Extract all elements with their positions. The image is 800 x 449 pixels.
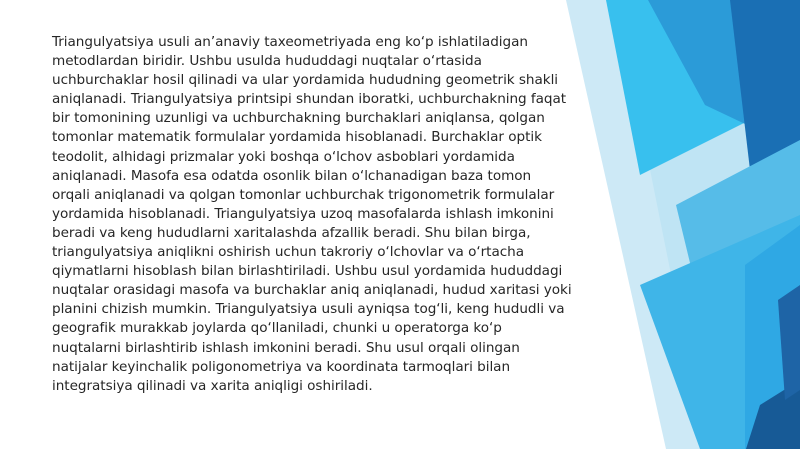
text-line: nuqtalarni birlashtirib ishlash imkonini beradi. Shu usul orqali olingan <box>52 339 520 356</box>
text-line: nuqtalar orasidagi masofa va burchaklar aniq aniqlanadi, hudud xaritasi yoki <box>52 282 572 299</box>
text-line: teodolit, alhidagi prizmalar yoki boshqa o‘lchov asboblari yordamida <box>52 148 515 165</box>
text-line: uchburchaklar hosil qilinadi va ular yordamida hududning geometrik shakli <box>52 72 559 89</box>
text-line: orqali aniqlanadi va qolgan tomonlar uchburchak trigonometrik formulalar <box>52 186 555 203</box>
text-line: tomonlar matematik formulalar yordamida hisoblanadi. Burchaklar optik <box>52 129 542 146</box>
text-line: natijalar keyinchalik poligonometriya va koordinata tarmoqlari bilan <box>52 358 511 375</box>
text-line: triangulyatsiya aniqlikni oshirish uchun takroriy o‘lchovlar va o‘rtacha <box>52 244 525 261</box>
text-line: planini chizish mumkin. Triangulyatsiya usuli ayniqsa tog‘li, keng hududli va <box>52 301 565 318</box>
text-line: aniqlanadi. Triangulyatsiya printsipi shundan iboratki, uchburchakning faqat <box>52 91 567 108</box>
text-line: integratsiya qilinadi va xarita aniqligi oshiriladi. <box>52 377 373 394</box>
text-line: beradi va keng hududlarni xaritalashda afzallik beradi. Shu bilan birga, <box>52 224 531 241</box>
text-line: metodlardan biridir. Ushbu usulda hududdagi nuqtalar o‘rtasida <box>52 53 482 70</box>
body-paragraph <box>52 33 652 396</box>
text-line: Triangulyatsiya usuli an’anaviy taxeometriyada eng ko‘p ishlatiladigan <box>52 34 528 50</box>
text-line: aniqlanadi. Masofa esa odatda osonlik bilan o‘lchanadigan baza tomon <box>52 167 532 184</box>
text-line: bir tomonining uzunligi va uchburchakning burchaklari aniqlansa, qolgan <box>52 110 545 127</box>
text-line: qiymatlarni hisoblash bilan birlashtiriladi. Ushbu usul yordamida hududdagi <box>52 263 563 280</box>
text-line: yordamida hisoblanadi. Triangulyatsiya uzoq masofalarda ishlash imkonini <box>52 205 554 222</box>
text-line: geografik murakkab joylarda qo‘llaniladi, chunki u operatorga ko‘p <box>52 320 502 337</box>
